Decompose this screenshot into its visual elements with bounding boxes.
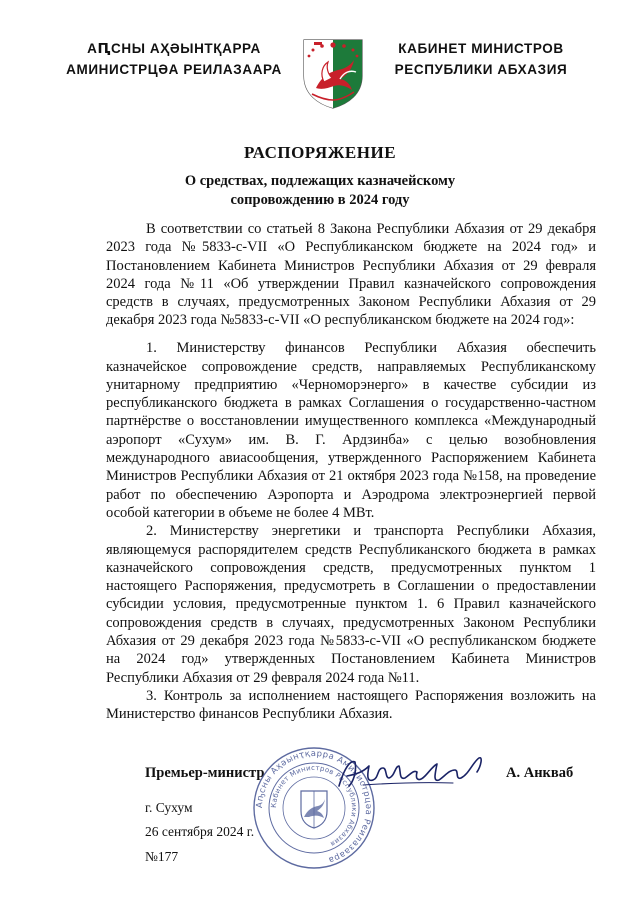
- header-abkhaz: [58, 38, 290, 80]
- signatory-name: А. Анкваб: [506, 765, 574, 781]
- abkhazia-coat-of-arms-icon: [300, 36, 366, 110]
- header-abkhaz-line2: АМИНИСТРЦӘА РЕИЛАЗААРА: [66, 62, 282, 77]
- header-russian-line2: РЕСПУБЛИКИ АБХАЗИЯ: [394, 62, 568, 77]
- seal-outer-text: Аҧсны Аҳәынҭқарра Аминистрцәа Реилазаара: [254, 748, 374, 865]
- document-subtitle: [150, 172, 490, 210]
- seal-inner-text: Кабинет Министров Республики Абхазия: [269, 763, 359, 848]
- header-abkhaz-line1: АԤСНЫ АҲӘЫНТҚАРРА: [87, 41, 261, 56]
- document-number: №177: [145, 849, 179, 864]
- document-date: 26 сентября 2024 г.: [145, 824, 255, 839]
- header-russian: [370, 38, 592, 80]
- item-1-paragraph: 1. Министерству финансов Республики Абхазия обеспечить казначейское сопровождение средств, направляемых Республиканскому унитарному предприятию «Черноморэнерго» в качестве субсидии из республиканского бюджета в рамках Соглашения о государственно-частном партнёрстве о восстановлении имущественного комплекса «Международный аэропорт «Сухум» им. В. Г. Ардзинба» с целью возобновления международного авиасообщения, утвержденного Распоряжением Кабинета Министров Республики Абхазия от 21 октября 2023 года №158, на проведение работ по обеспечению Аэропорта и Аэродрома электроэнергией первой особой категории в объеме не более 4 МВт.: [106, 340, 596, 521]
- signatory-title: Премьер-министр: [145, 765, 265, 781]
- preamble-paragraph: В соответствии со статьей 8 Закона Республики Абхазия от 29 декабря 2023 года №5833-с-VII «О Республиканском бюджете на 2024 год» и Постановлением Кабинета Министров Республики Абхазия от 29 февраля 2024 года №11 «Об утверждении Правил казначейского сопровождения средств в случаях, предусмотренных Законом Республики Абхазия от 29 декабря 2023 года №5833-с-VII «О республиканском бюджете на 2024 год»:: [106, 221, 596, 329]
- document-title: РАСПОРЯЖЕНИЕ: [243, 143, 397, 162]
- subtitle-line2: сопровождению в 2024 году: [230, 192, 410, 208]
- handwritten-signature: [333, 752, 493, 796]
- document-city: г. Сухум: [145, 800, 193, 815]
- header-russian-line1: КАБИНЕТ МИНИСТРОВ: [398, 41, 564, 56]
- item-3-paragraph: 3. Контроль за исполнением настоящего Распоряжения возложить на Министерство финансов Республики Абхазия.: [106, 687, 596, 723]
- subtitle-line1: О средствах, подлежащих казначейскому: [184, 173, 456, 189]
- document-body: [106, 220, 596, 724]
- item-2-paragraph: 2. Министерству энергетики и транспорта Республики Абхазия, являющемуся распорядителем средств Республиканского бюджета в рамках казначейского сопровождения средств, предусмотренных пунктом 1 настоящего Распоряжения, предусмотреть в Соглашении о предоставлении субсидии условия, предусмотренные пунктом 1. 6 Правил казначейского сопровождения средств в случаях, предусмотренных Законом Республики Абхазия от 29 декабря 2023 года №5833-с-VII «О республиканском бюджете на 2024 год» утвержденных Постановлением Кабинета Министров Республики Абхазия от 29 февраля 2024 года №11.: [106, 523, 596, 686]
